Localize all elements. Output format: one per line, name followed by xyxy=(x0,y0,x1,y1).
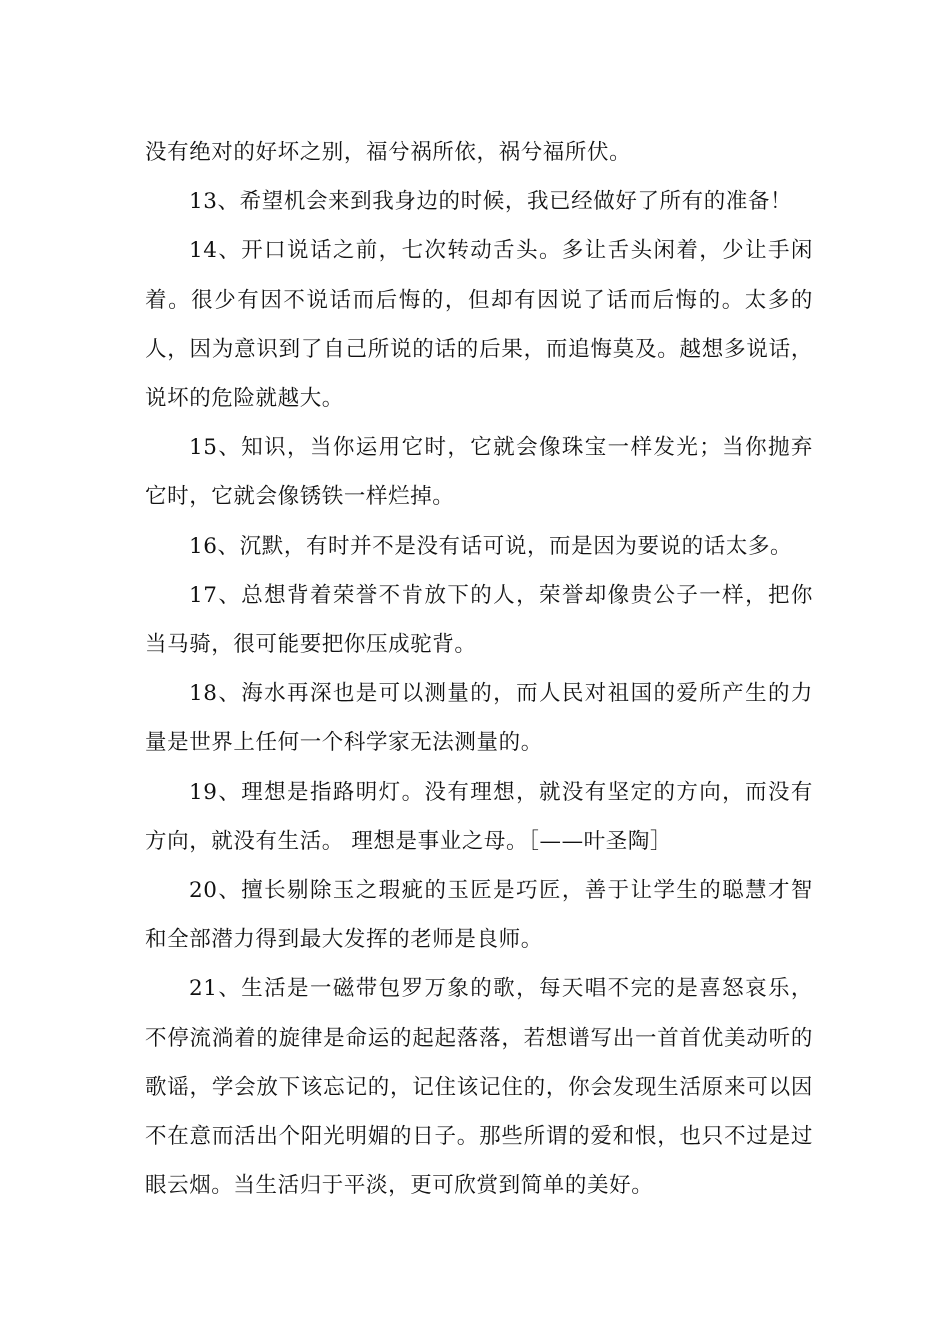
paragraph-21: 21、生活是一磁带包罗万象的歌，每天唱不完的是喜怒哀乐，不停流淌着的旋律是命运的起起落落，若想谱写出一首首优美动听的歌谣，学会放下该忘记的，记住该记住的，你会发现生活原来可以因不在意而活出个阳光明媚的日子。那些所谓的爱和恨，也只不过是过眼云烟。当生活归于平淡，更可欣赏到简单的美好。 xyxy=(145,976,813,1199)
paragraph-20: 20、擅长剔除玉之瑕疵的玉匠是巧匠，善于让学生的聪慧才智和全部潜力得到最大发挥的老师是良师。 xyxy=(145,878,813,953)
paragraph-12-continuation: 没有绝对的好坏之别，福兮祸所依，祸兮福所伏。 xyxy=(145,140,632,165)
paragraph-14: 14、开口说话之前，七次转动舌头。多让舌头闲着，少让手闲着。很少有因不说话而后悔的，但却有因说了话而后悔的。太多的人，因为意识到了自己所说的话的后果，而追悔莫及。越想多说话，说坏的危险就越大。 xyxy=(145,238,813,412)
paragraph-17: 17、总想背着荣誉不肯放下的人，荣誉却像贵公子一样，把你当马骑，很可能要把你压成驼背。 xyxy=(145,582,813,658)
paragraph-13: 13、希望机会来到我身边的时候，我已经做好了所有的准备！ xyxy=(189,189,793,215)
paragraph-15: 15、知识，当你运用它时，它就会像珠宝一样发光；当你抛弃它时，它就会像锈铁一样烂掉。 xyxy=(145,435,813,510)
paragraph-16: 16、沉默，有时并不是没有话可说，而是因为要说的话太多。 xyxy=(189,533,793,559)
document-page xyxy=(145,128,813,1210)
paragraph-19: 19、理想是指路明灯。没有理想，就没有坚定的方向，而没有方向，就没有生活。 理想是事业之母。［——叶圣陶］ xyxy=(145,779,813,854)
paragraph-18: 18、海水再深也是可以测量的，而人民对祖国的爱所产生的力量是世界上任何一个科学家无法测量的。 xyxy=(145,681,813,756)
